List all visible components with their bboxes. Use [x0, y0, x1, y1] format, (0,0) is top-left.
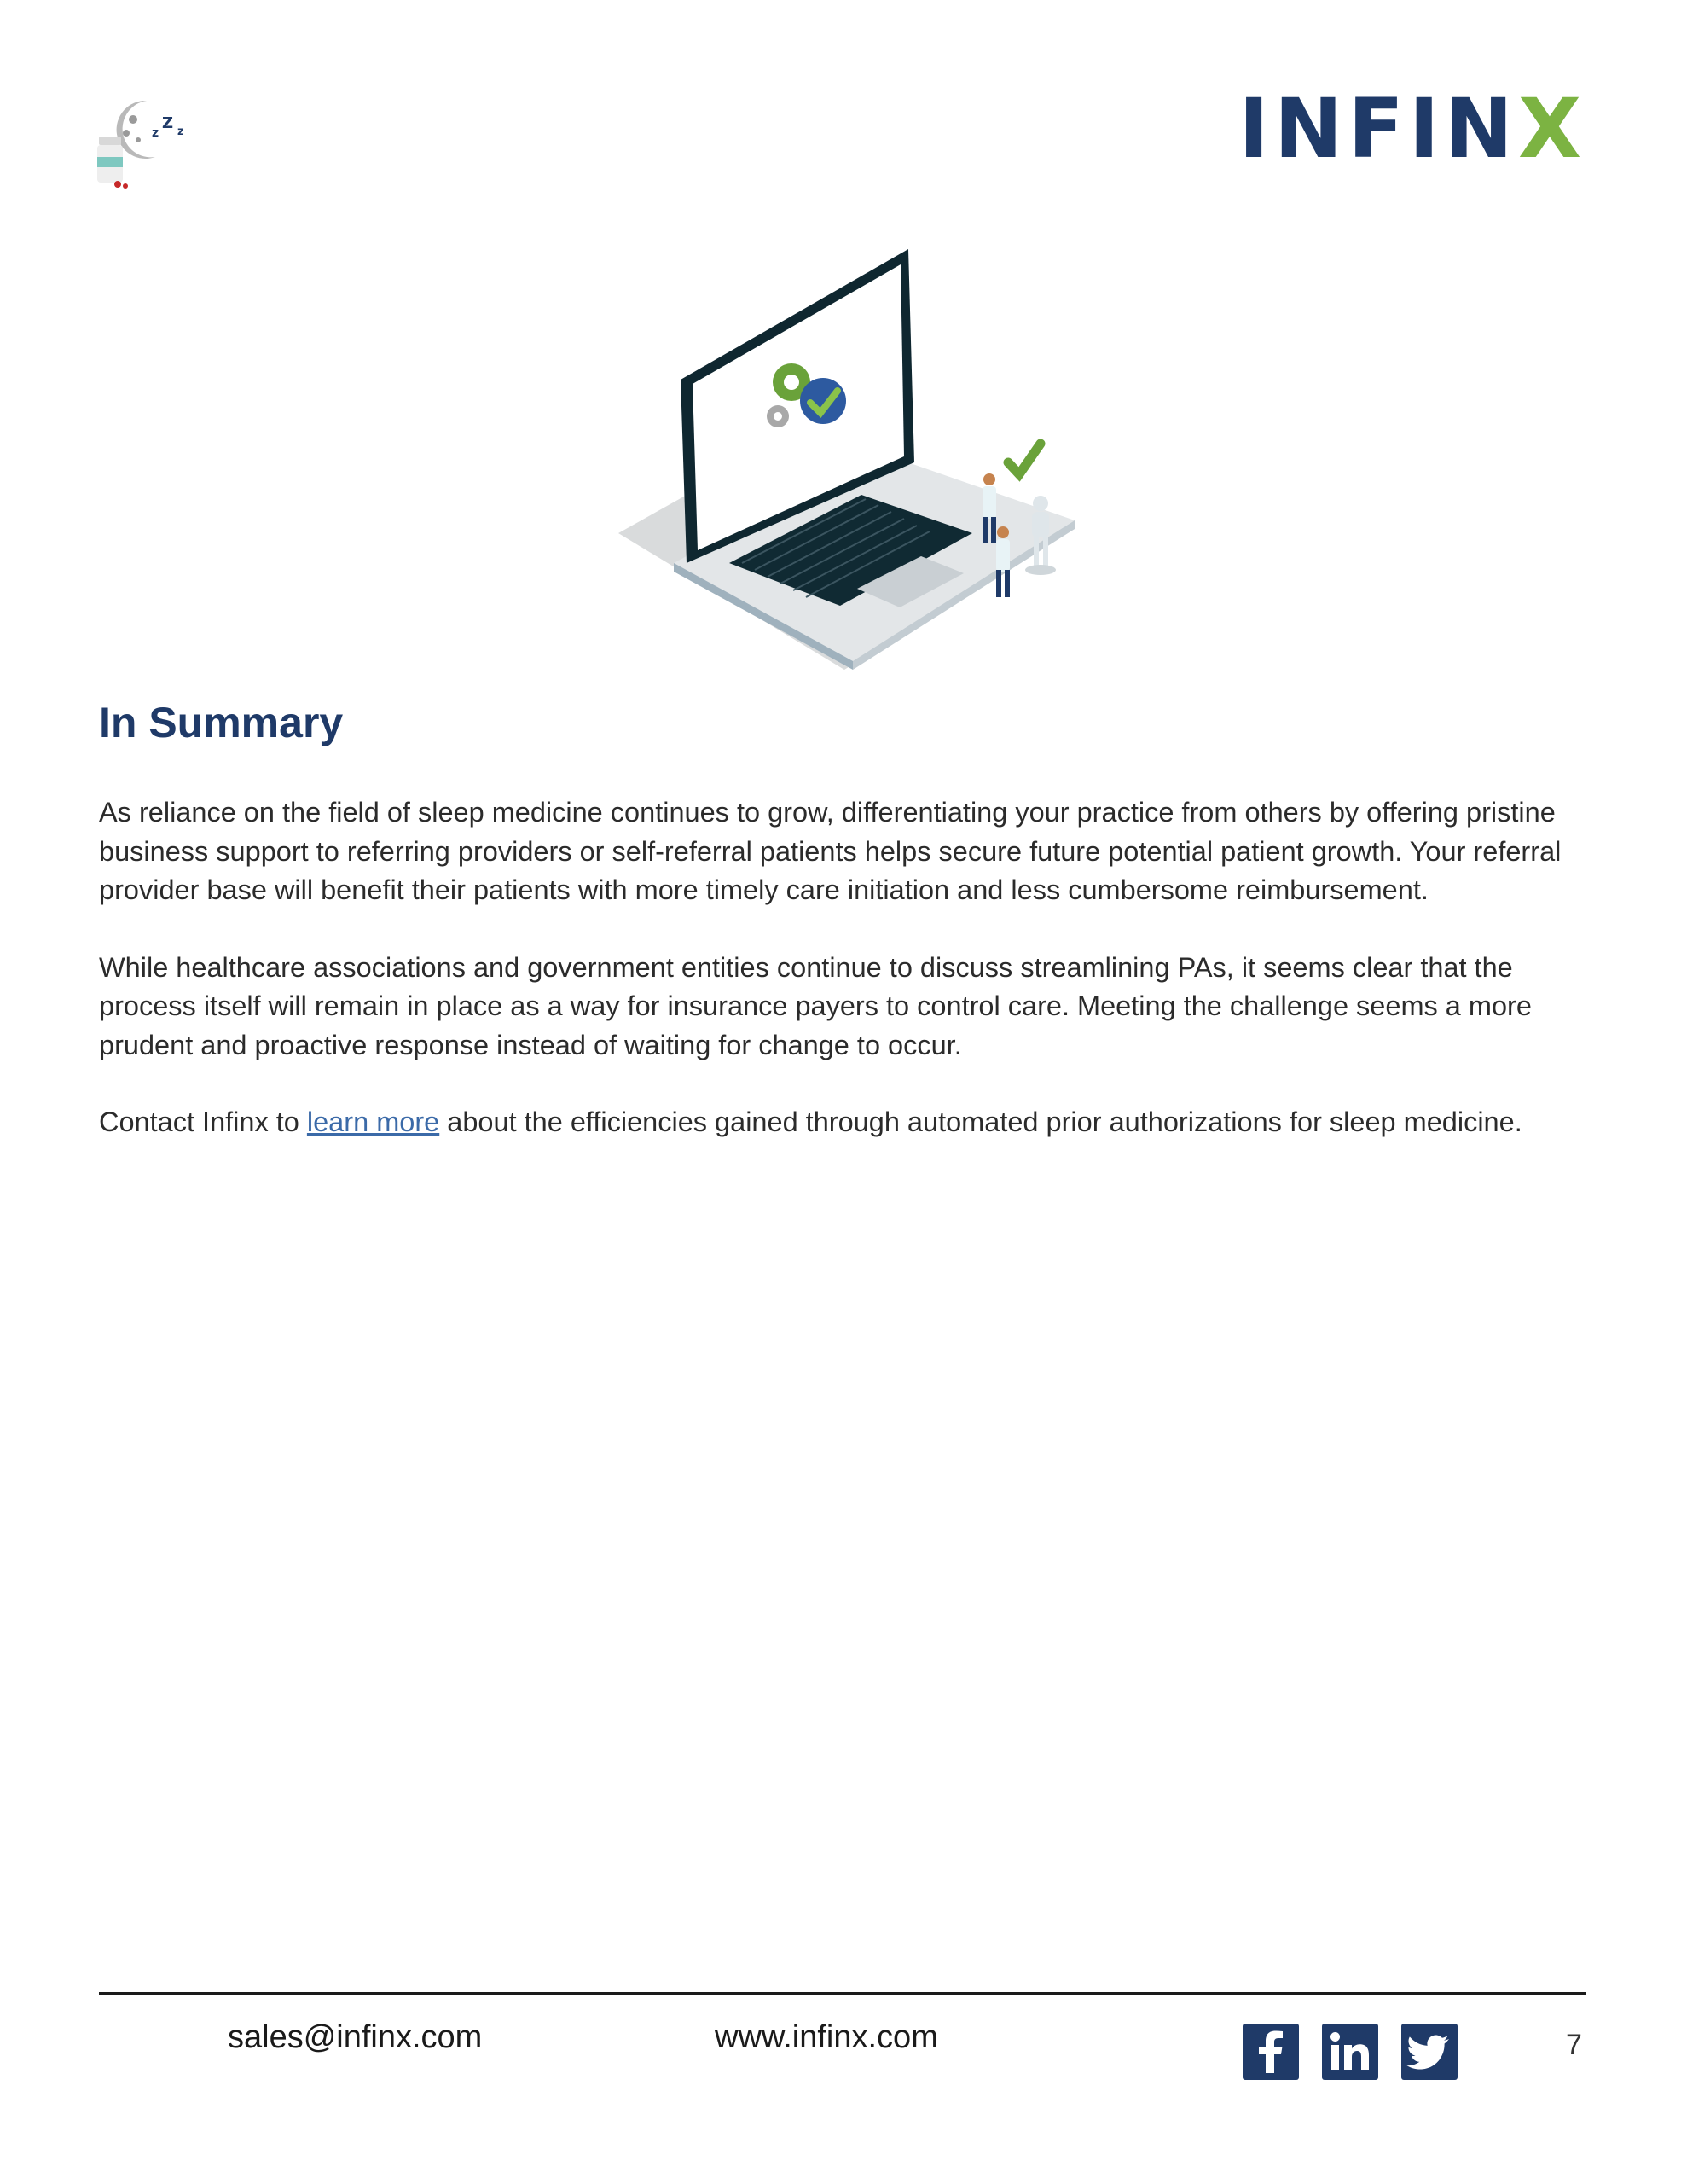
footer-divider [99, 1992, 1586, 1995]
linkedin-icon[interactable] [1322, 2024, 1378, 2080]
twitter-icon[interactable] [1401, 2024, 1458, 2080]
svg-text:z: z [177, 125, 184, 138]
facebook-icon[interactable] [1243, 2024, 1299, 2080]
laptop-automation-illustration [597, 239, 1109, 682]
sleep-moon-pill-icon [96, 96, 198, 191]
learn-more-link[interactable]: learn more [306, 1107, 440, 1137]
page-number: 7 [1566, 2029, 1582, 2061]
footer-email-link[interactable]: sales@infinx.com [228, 2019, 483, 2055]
infinx-logo[interactable] [1238, 81, 1586, 177]
paragraph-2: While healthcare associations and government entities continue to discuss streamlining PAs, it seems clear that the process itself will remain in place as a way for insurance payers to control care. Meeting the challenge seems a more prudent and proactive response instead of waiting for change to occur. [99, 951, 1532, 1060]
logo-text: INFIN [1238, 81, 1518, 177]
paragraph-3 [99, 1103, 1609, 1142]
section-heading: In Summary [99, 699, 344, 746]
paragraph-3-start: Contact Infinx to [99, 1107, 307, 1137]
paragraph-1: As reliance on the field of sleep medicine continues to grow, differentiating your practice from others by offering pristine business support to referring providers or self-referral patients helps secure future potential patient growth. Your referral provider base will benefit their patients with more timely care initiation and less cumbersome reimbursement. [99, 797, 1562, 905]
footer-website-link[interactable]: www.infinx.com [715, 2019, 938, 2055]
logo-accent: X [1517, 81, 1586, 177]
paragraph-3-end: about the efficiencies gained through automated prior authorizations for sleep medicine. [439, 1107, 1522, 1137]
summary-body [99, 793, 1609, 1181]
svg-text:Z: Z [162, 114, 174, 132]
svg-text:z: z [152, 126, 159, 140]
